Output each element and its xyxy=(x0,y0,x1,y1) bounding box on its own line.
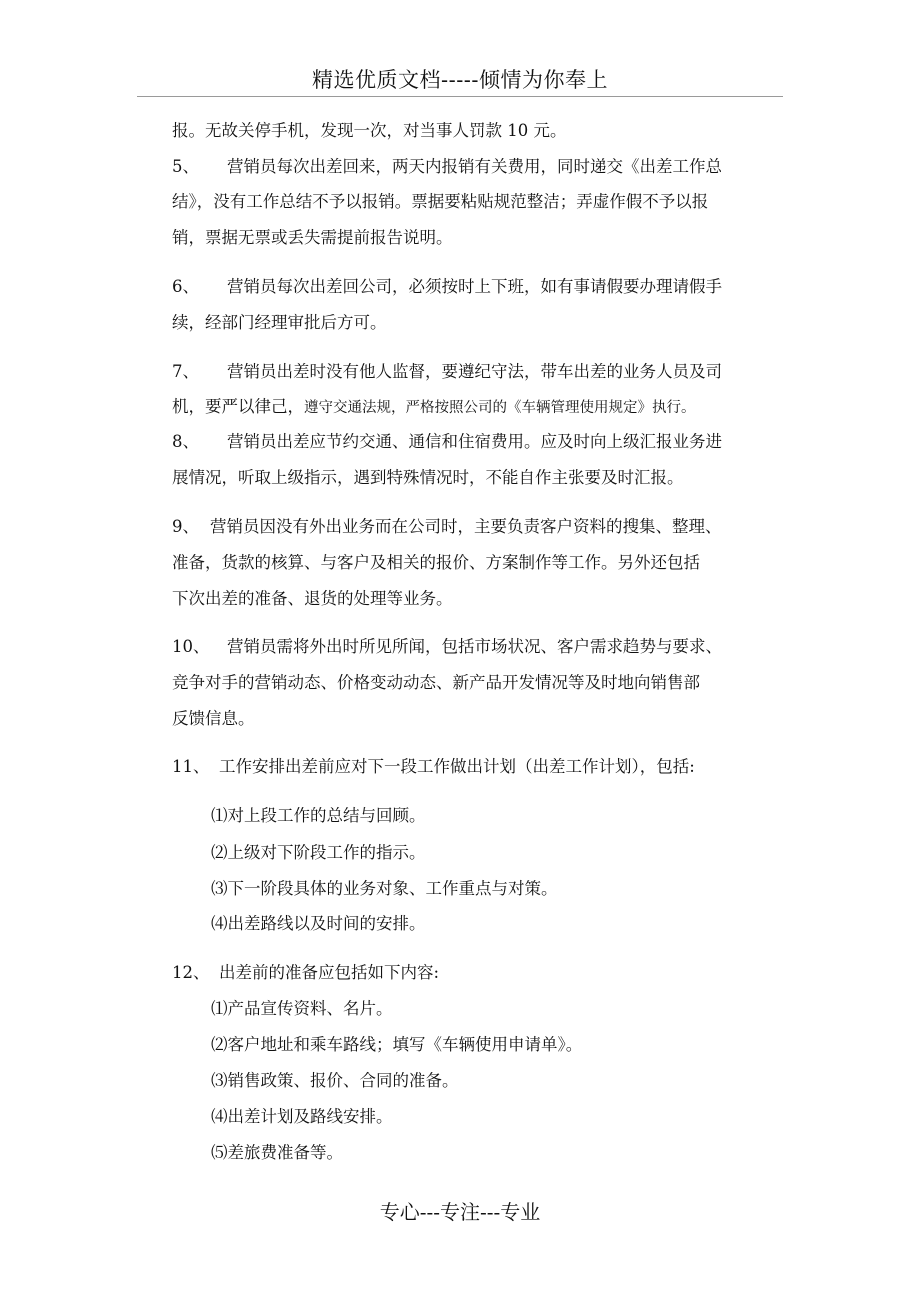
paragraph-10-number: 10、 xyxy=(172,637,210,656)
paragraph-12-text-1: 出差前的准备应包括如下内容: xyxy=(219,963,440,982)
paragraph-9-text-1: 营销员因没有外出业务而在公司时，主要负责客户资料的搜集、整理、 xyxy=(210,517,722,536)
paragraph-5-line-1 xyxy=(172,157,722,177)
paragraph-9-line-2: 准备，货款的核算、与客户及相关的报价、方案制作等工作。另外还包括 xyxy=(172,553,700,572)
paragraph-5-line-3: 销，票据无票或丢失需提前报告说明。 xyxy=(172,228,453,247)
paragraph-9-line-1 xyxy=(172,517,722,537)
paragraph-7-line-2 xyxy=(172,397,696,418)
paragraph-4-tail: 报。无故关停手机，发现一次，对当事人罚款 10 元。 xyxy=(172,121,567,140)
paragraph-11-number: 11、 xyxy=(172,757,210,776)
paragraph-12-line-1 xyxy=(172,963,439,983)
page-header-title: 精选优质文档-----倾情为你奉上 xyxy=(312,68,608,92)
paragraph-6-line-2: 续，经部门经理审批后方可。 xyxy=(172,313,387,332)
paragraph-5-line-2: 结》，没有工作总结不予以报销。票据要粘贴规范整洁；弄虚作假不予以报 xyxy=(172,192,709,211)
paragraph-5-text-1: 营销员每次出差回来，两天内报销有关费用，同时递交《出差工作总 xyxy=(227,157,722,176)
paragraph-12-item-4: ⑷出差计划及路线安排。 xyxy=(211,1107,393,1126)
paragraph-11-item-1: ⑴对上段工作的总结与回顾。 xyxy=(211,806,426,825)
paragraph-12-item-2: ⑵客户地址和乘车路线；填写《车辆使用申请单》。 xyxy=(211,1035,583,1054)
paragraph-6-text-1: 营销员每次出差回公司，必须按时上下班，如有事请假要办理请假手 xyxy=(227,277,722,296)
paragraph-7-text-2a: 机，要严以律己， xyxy=(172,397,304,416)
paragraph-11-item-2: ⑵上级对下阶段工作的指示。 xyxy=(211,843,426,862)
paragraph-7-line-1 xyxy=(172,362,722,382)
paragraph-10-text-1: 营销员需将外出时所见所闻，包括市场状况、客户需求趋势与要求、 xyxy=(227,637,722,656)
paragraph-8-text-1: 营销员出差应节约交通、通信和住宿费用。应及时向上级汇报业务进 xyxy=(227,432,722,451)
paragraph-7-text-1: 营销员出差时没有他人监督，要遵纪守法，带车出差的业务人员及司 xyxy=(227,362,722,381)
paragraph-11-line-1 xyxy=(172,757,695,777)
paragraph-12-item-1: ⑴产品宣传资料、名片。 xyxy=(211,999,393,1018)
paragraph-12-item-3: ⑶销售政策、报价、合同的准备。 xyxy=(211,1071,459,1090)
page-footer-text: 专心---专注---专业 xyxy=(379,1200,541,1224)
paragraph-8-line-2: 展情况，听取上级指示，遇到特殊情况时，不能自作主张要及时汇报。 xyxy=(172,468,684,487)
paragraph-10-line-1 xyxy=(172,637,722,657)
paragraph-5-number: 5、 xyxy=(172,157,199,176)
paragraph-10-line-3: 反馈信息。 xyxy=(172,709,255,728)
paragraph-6-number: 6、 xyxy=(172,277,199,296)
paragraph-7-text-2b: 遵守交通法规，严格按照公司的《车辆管理使用规定》执行。 xyxy=(304,400,696,416)
paragraph-8-number: 8、 xyxy=(172,432,199,451)
paragraph-8-line-1 xyxy=(172,432,722,452)
paragraph-12-number: 12、 xyxy=(172,963,210,982)
paragraph-11-item-3: ⑶下一阶段具体的业务对象、工作重点与对策。 xyxy=(211,879,558,898)
paragraph-9-number: 9、 xyxy=(172,517,199,536)
paragraph-6-line-1 xyxy=(172,277,722,297)
header-divider xyxy=(137,96,783,97)
paragraph-12-item-5: ⑸差旅费准备等。 xyxy=(211,1143,343,1162)
paragraph-11-item-4: ⑷出差路线以及时间的安排。 xyxy=(211,914,426,933)
paragraph-11-text-1: 工作安排出差前应对下一段工作做出计划（出差工作计划），包括: xyxy=(219,757,695,776)
paragraph-10-line-2: 竞争对手的营销动态、价格变动动态、新产品开发情况等及时地向销售部 xyxy=(172,673,700,692)
paragraph-9-line-3: 下次出差的准备、退货的处理等业务。 xyxy=(172,589,453,608)
paragraph-7-number: 7、 xyxy=(172,362,199,381)
